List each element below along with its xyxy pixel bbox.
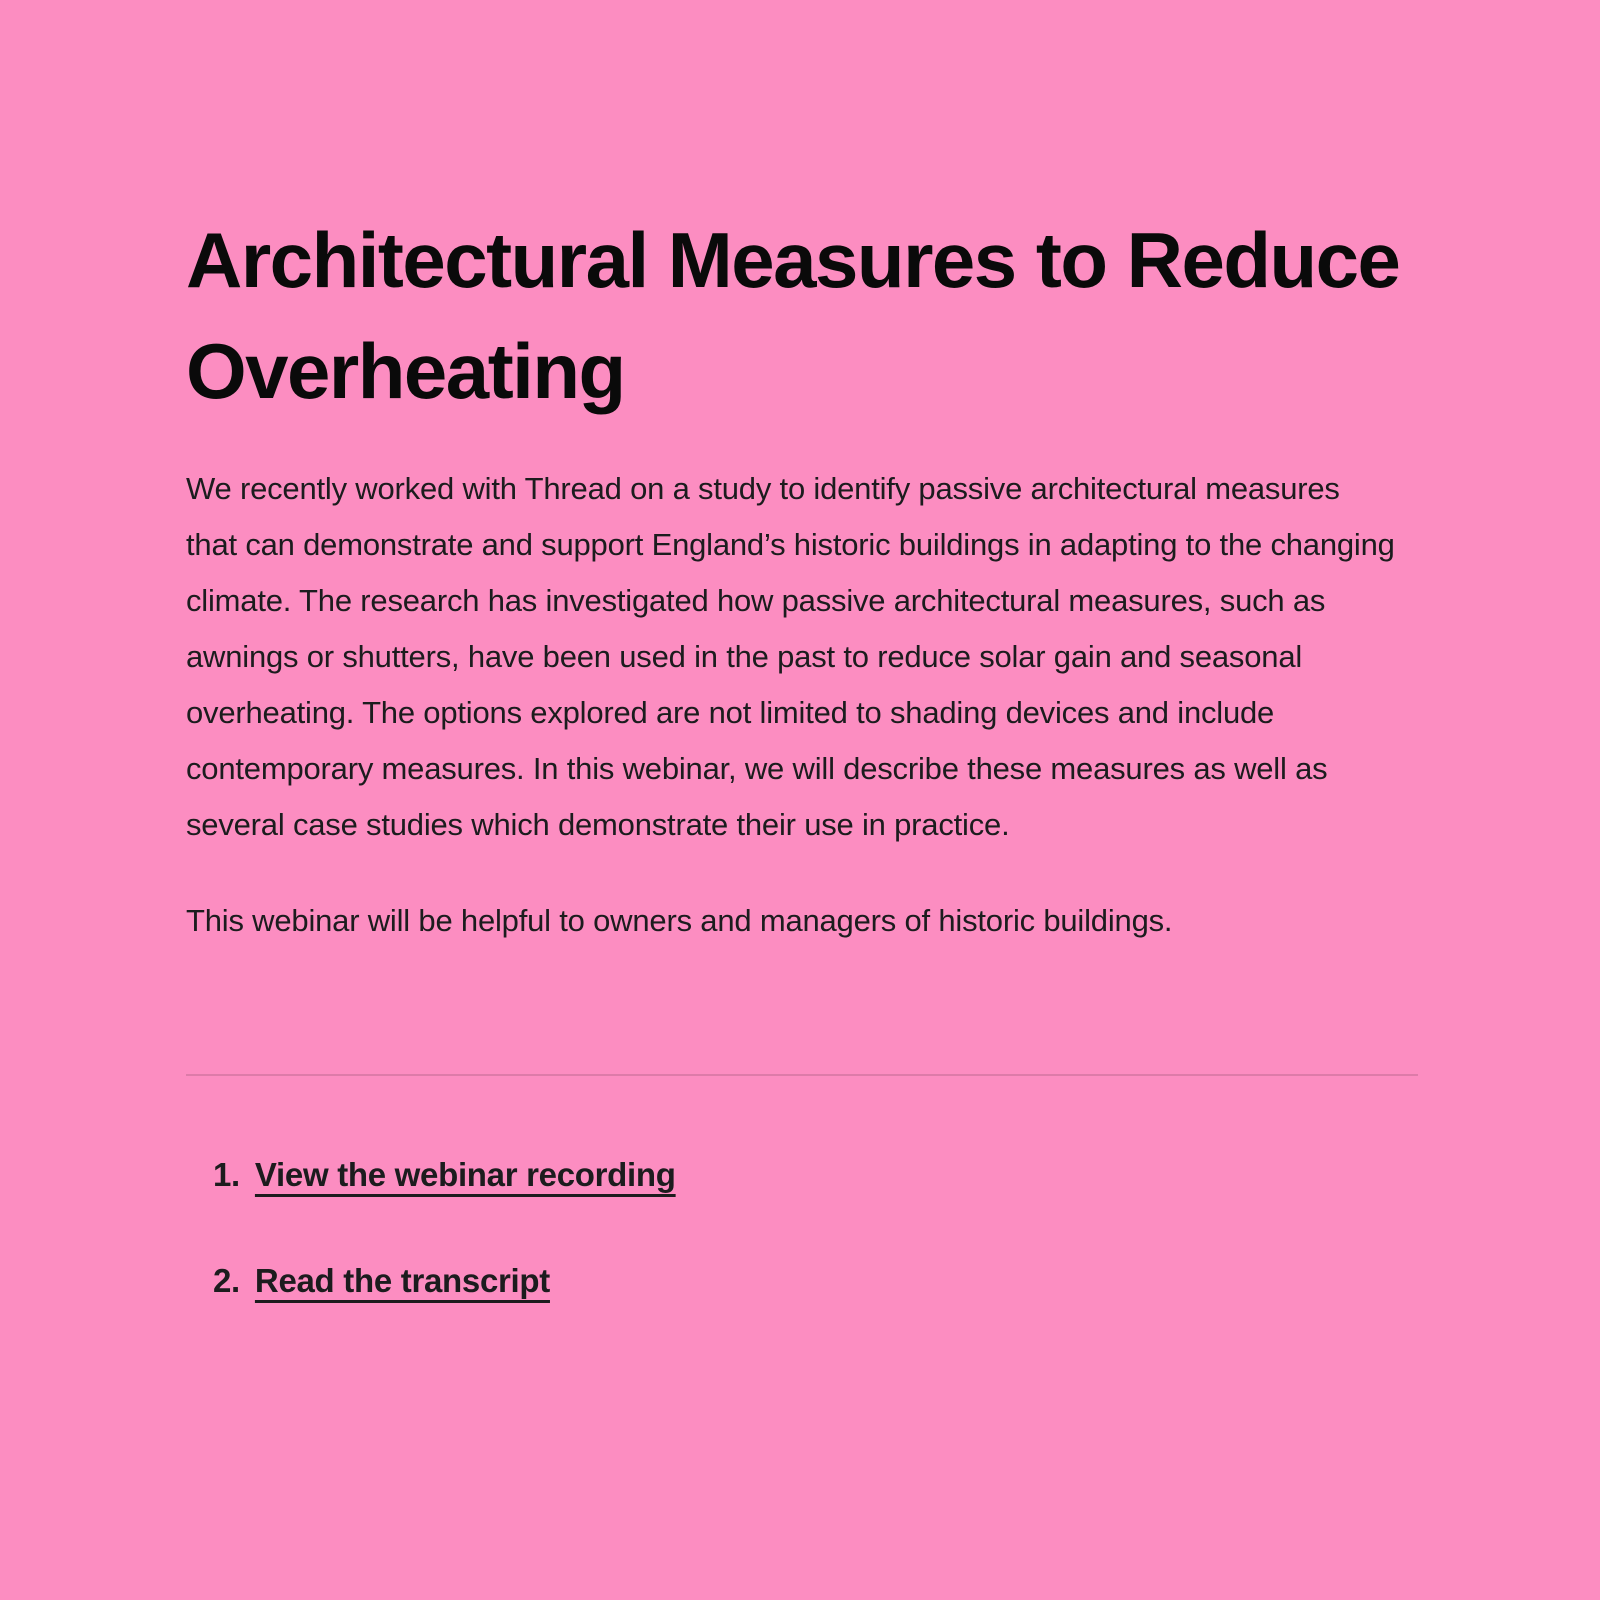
intro-paragraph: We recently worked with Thread on a study to identify passive architectural measures that can demonstrate and support England’s historic buildings in adapting to the changing climate. The research has investigated how passive architectural measures, such as awnings or shutters, have been used in the past to reduce solar gain and seasonal overheating. The options explored are not limited to shading devices and include contemporary measures. In this webinar, we will describe these measures as well as several case studies which demonstrate their use in practice. <box>186 470 1395 842</box>
list-item <box>213 1260 1420 1303</box>
list-number: 1. <box>213 1155 240 1193</box>
list-number: 2. <box>213 1262 240 1300</box>
resource-links-list <box>186 1154 1420 1304</box>
audience-paragraph: This webinar will be helpful to owners and managers of historic buildings. <box>186 902 1173 938</box>
list-item <box>213 1154 1420 1197</box>
page-title: Architectural Measures to Reduce Overheating <box>186 216 1400 415</box>
section-divider <box>186 1074 1418 1076</box>
webinar-recording-link[interactable]: View the webinar recording <box>254 1155 676 1193</box>
transcript-link[interactable]: Read the transcript <box>254 1262 550 1300</box>
